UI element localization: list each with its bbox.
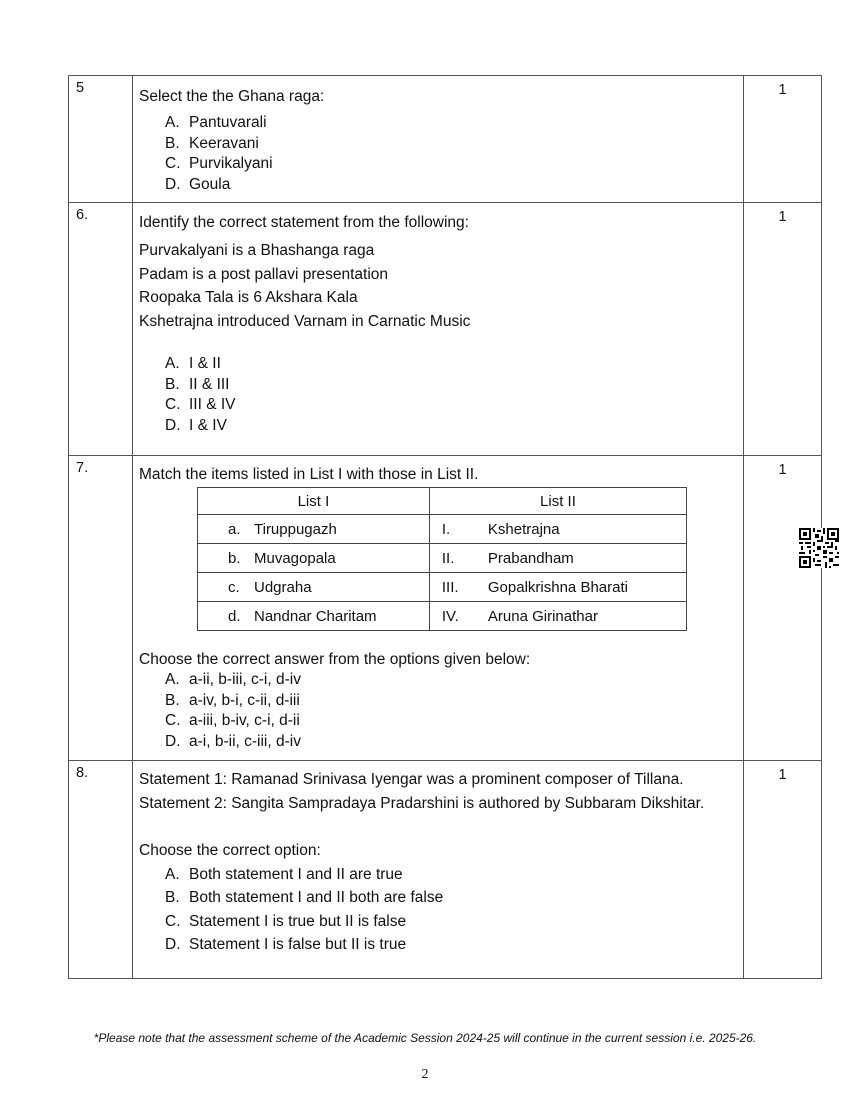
question-body	[133, 456, 744, 761]
list-i-item: b. Muvagopala	[198, 544, 430, 573]
match-row	[198, 573, 687, 602]
question-body	[133, 761, 744, 979]
option-d: D. Statement I is false but II is true	[165, 936, 407, 953]
statement-list	[139, 768, 743, 815]
option-d: D. I & IV	[165, 416, 227, 434]
option-a: A. Both statement I and II are true	[165, 865, 403, 883]
question-prompt: Choose the correct answer from the options given below:	[139, 651, 531, 668]
statement-1: Statement 1: Ramanad Srinivasa Iyengar was a prominent composer of Tillana.	[139, 771, 684, 788]
list-i-item: c. Udgraha	[198, 573, 430, 602]
option-a: A. Pantuvarali	[165, 114, 267, 131]
list-ii-item: III. Gopalkrishna Bharati	[429, 573, 686, 602]
question-table	[68, 75, 822, 979]
option-b: B. II & III	[165, 375, 230, 393]
match-row	[198, 602, 687, 631]
question-body	[133, 76, 744, 203]
question-row-8	[69, 761, 822, 979]
question-number: 8.	[69, 761, 133, 979]
list-ii-header: List II	[429, 488, 686, 515]
option-c: C. III & IV	[165, 396, 236, 413]
question-number: 5	[69, 76, 133, 203]
option-a: A. a-ii, b-iii, c-i, d-iv	[165, 671, 301, 688]
option-list	[139, 670, 743, 752]
option-b: B. Keeravani	[165, 134, 259, 152]
question-prompt: Choose the correct option:	[139, 842, 321, 859]
statement-list	[139, 239, 743, 333]
statement-3: Roopaka Tala is 6 Akshara Kala	[139, 289, 358, 306]
statement-2: Padam is a post pallavi presentation	[139, 265, 389, 283]
statement-2: Statement 2: Sangita Sampradaya Pradarshini is authored by Subbaram Dikshitar.	[139, 794, 705, 812]
qr-code-icon	[799, 528, 839, 568]
option-c: C. Purvikalyani	[165, 155, 273, 172]
question-stem: Select the the Ghana raga:	[139, 88, 325, 105]
question-row-6	[69, 203, 822, 456]
list-ii-item: II. Prabandham	[429, 544, 686, 573]
footnote: *Please note that the assessment scheme of the Academic Session 2024-25 will continue in the current session i.e. 2025-26.	[93, 1031, 757, 1045]
statement-4: Kshetrajna introduced Varnam in Carnatic Music	[139, 312, 471, 330]
option-list	[139, 113, 743, 195]
match-header-row	[198, 488, 687, 515]
option-list	[139, 354, 743, 436]
question-stem: Match the items listed in List I with those in List II.	[139, 466, 479, 483]
option-b: B. a-iv, b-i, c-ii, d-iii	[165, 691, 300, 709]
question-marks: 1	[744, 203, 822, 456]
option-b: B. Both statement I and II both are false	[165, 889, 444, 906]
match-row	[198, 515, 687, 544]
list-i-header: List I	[198, 488, 430, 515]
option-list	[139, 863, 743, 957]
list-i-item: d. Nandnar Charitam	[198, 602, 430, 631]
match-table	[197, 487, 687, 631]
option-c: C. a-iii, b-iv, c-i, d-ii	[165, 712, 300, 729]
question-row-5	[69, 76, 822, 203]
question-marks: 1	[744, 76, 822, 203]
question-number: 6.	[69, 203, 133, 456]
list-ii-item: I. Kshetrajna	[429, 515, 686, 544]
list-i-item: a. Tiruppugazh	[198, 515, 430, 544]
option-a: A. I & II	[165, 355, 221, 372]
question-marks: 1	[744, 761, 822, 979]
option-c: C. Statement I is true but II is false	[165, 912, 407, 930]
question-number: 7.	[69, 456, 133, 761]
option-d: D. a-i, b-ii, c-iii, d-iv	[165, 732, 301, 750]
option-d: D. Goula	[165, 175, 231, 193]
question-body	[133, 203, 744, 456]
page-number: 2	[421, 1067, 429, 1082]
question-marks: 1	[744, 456, 822, 761]
question-row-7	[69, 456, 822, 761]
match-row	[198, 544, 687, 573]
question-stem: Identify the correct statement from the following:	[139, 214, 469, 231]
list-ii-item: IV. Aruna Girinathar	[429, 602, 686, 631]
statement-1: Purvakalyani is a Bhashanga raga	[139, 242, 375, 259]
